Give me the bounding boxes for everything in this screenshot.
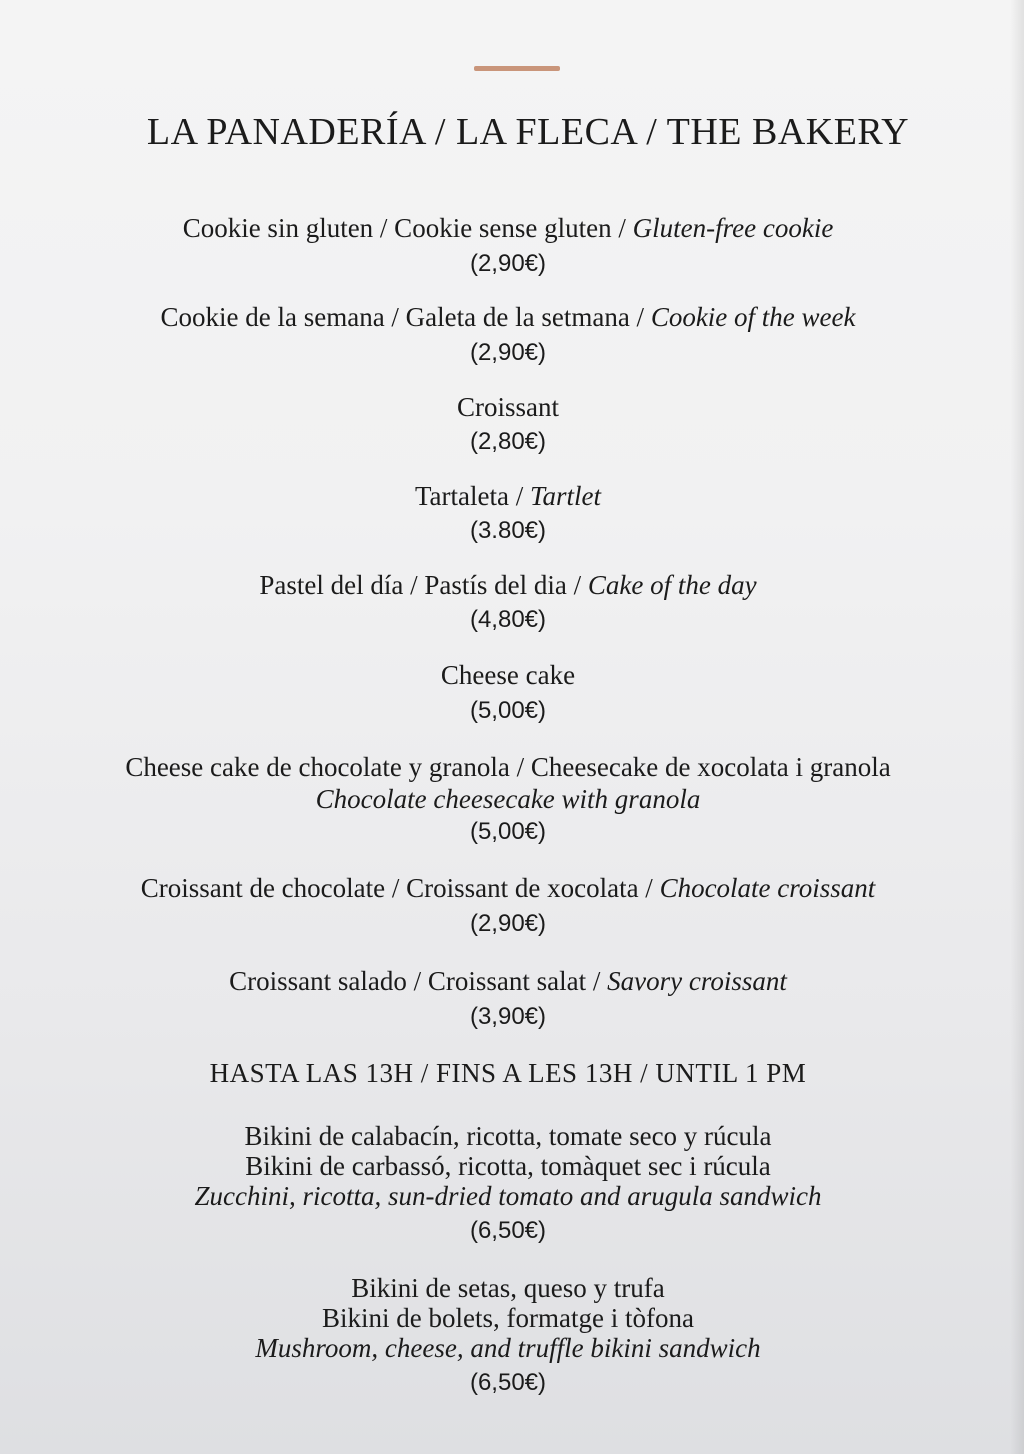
sandwich-name-en: Mushroom, cheese, and truffle bikini sandwich [255, 1333, 761, 1363]
menu-item-name: Cheese cake de chocolate y granola / Cheesecake de xocolata i granola [125, 752, 891, 782]
menu-item-name: Tartaleta / Tartlet [414, 481, 602, 511]
menu-item-price: (2,90€) [469, 250, 547, 277]
menu-item-name-en: Chocolate cheesecake with granola [315, 784, 701, 814]
menu-item-price: (5,00€) [469, 818, 547, 845]
menu-item-name: Cookie de la semana / Galeta de la setmana / Cookie of the week [160, 302, 856, 332]
section-heading: HASTA LAS 13H / FINS A LES 13H / UNTIL 1 PM [209, 1058, 807, 1088]
menu-item-name: Croissant de chocolate / Croissant de xocolata / Chocolate croissant [140, 873, 876, 903]
menu-item-price: (4,80€) [469, 606, 547, 633]
menu-item-name: Croissant salado / Croissant salat / Savory croissant [229, 966, 787, 996]
menu-item-price: (3,90€) [469, 1003, 547, 1030]
menu-item-name: Croissant [456, 392, 559, 422]
menu-item-name: Pastel del día / Pastís del dia / Cake of the day [259, 570, 757, 600]
menu-item-price: (2,90€) [469, 910, 547, 937]
menu-item-name: Cookie sin gluten / Cookie sense gluten / Gluten-free cookie [182, 213, 834, 243]
page-title: LA PANADERÍA / LA FLECA / THE BAKERY [146, 111, 910, 153]
sandwich-price: (6,50€) [469, 1369, 547, 1396]
sandwich-price: (6,50€) [469, 1217, 547, 1244]
menu-item-price: (3.80€) [469, 517, 547, 544]
ribbon-decoration [474, 66, 560, 71]
sandwich-name-es: Bikini de setas, queso y trufa [351, 1273, 665, 1303]
menu-item-name: Cheese cake [440, 660, 576, 690]
menu-item-price: (2,90€) [469, 339, 547, 366]
menu-item-price: (2,80€) [469, 428, 547, 455]
sandwich-name-es: Bikini de calabacín, ricotta, tomate seco y rúcula [244, 1121, 772, 1151]
sandwich-name-ca: Bikini de bolets, formatge i tòfona [322, 1303, 694, 1333]
sandwich-name-ca: Bikini de carbassó, ricotta, tomàquet sec i rúcula [245, 1151, 771, 1181]
menu-item-price: (5,00€) [469, 697, 547, 724]
sandwich-name-en: Zucchini, ricotta, sun-dried tomato and arugula sandwich [194, 1181, 822, 1211]
